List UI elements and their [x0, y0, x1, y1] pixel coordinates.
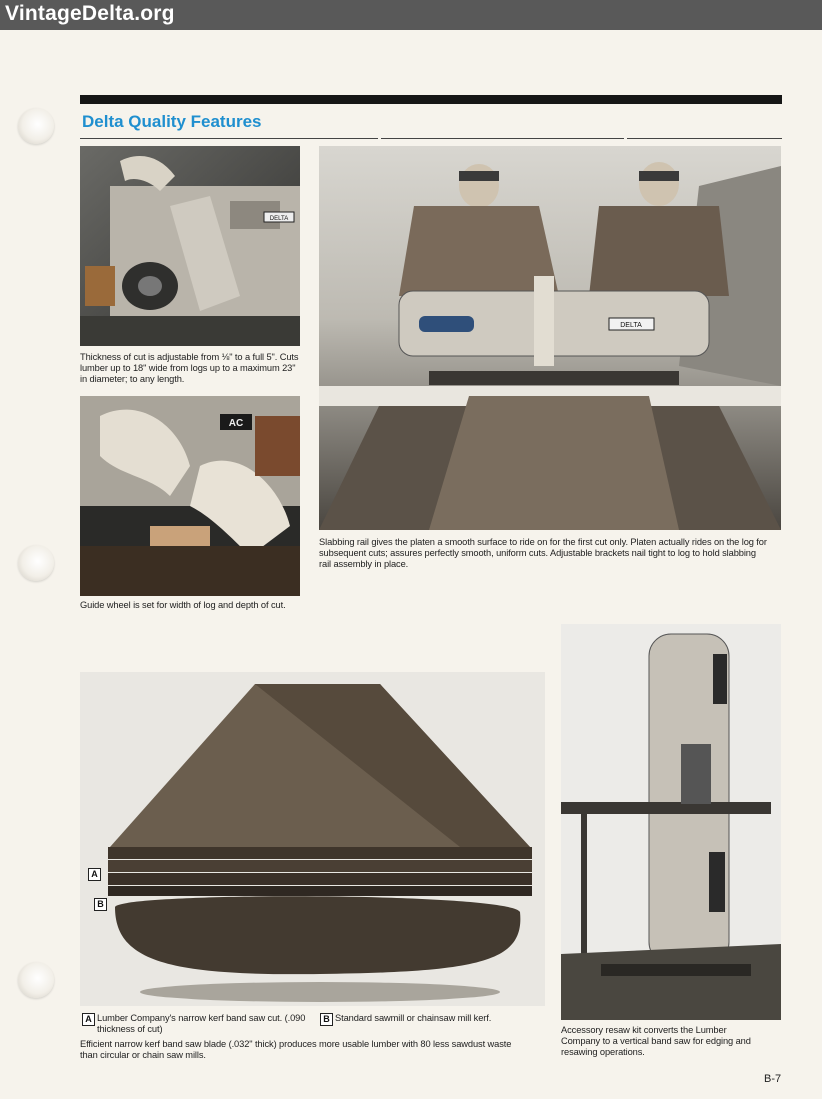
section-heading: Delta Quality Features [82, 112, 262, 131]
heading-rule-2 [381, 138, 624, 139]
resaw-kit-photo [561, 624, 781, 1020]
kerf-b-caption: Standard sawmill or chainsaw mill kerf. [335, 1013, 492, 1023]
label-b-marker: B [94, 898, 107, 911]
caption-label-a: A [82, 1013, 95, 1026]
page-number: B-7 [764, 1073, 782, 1085]
binder-hole-bottom [18, 962, 54, 998]
thickness-caption: Thickness of cut is adjustable from ⅛" to a full 5". Cuts lumber up to 18" wide from logs up to a maximum 23" in diameter; to any length. [80, 352, 299, 384]
guide-wheel-caption: Guide wheel is set for width of log and depth of cut. [80, 600, 286, 610]
delta-plate-text-1: DELTA [269, 216, 289, 222]
resaw-caption: Accessory resaw kit converts the Lumber Company to a vertical band saw for edging and resawing operations. [561, 1025, 751, 1057]
binder-hole-middle [18, 545, 54, 581]
watermark-text: VintageDelta.org [5, 2, 175, 25]
heading-rule-1 [80, 138, 378, 139]
efficient-caption: Efficient narrow kerf band saw blade (.032" thick) produces more usable lumber with 80 less sawdust waste than circular or chain saw mills. [80, 1039, 512, 1060]
header-rule [80, 95, 782, 104]
binder-hole-top [18, 108, 54, 144]
kerf-comparison-photo [80, 672, 545, 1006]
heading-rule-3 [627, 138, 782, 139]
site-watermark-banner [0, 0, 822, 30]
caption-label-b: B [320, 1013, 333, 1026]
guide-wheel-photo [80, 396, 300, 596]
label-a-marker: A [88, 868, 101, 881]
slabbing-caption: Slabbing rail gives the platen a smooth surface to ride on for the first cut only. Platen actually rides on the log for subsequent cuts; assures perfectly smooth, uniform cuts. Adjustable brackets nail tight to log to hold slabbing rail assembly in place. [319, 537, 767, 569]
sawmill-operators-photo [319, 146, 781, 530]
kerf-a-caption: Lumber Company's narrow kerf band saw cut. (.090 thickness of cut) [97, 1013, 306, 1034]
thickness-adjust-photo [80, 146, 300, 346]
delta-plate-text-2: DELTA [620, 322, 642, 329]
ac-plate-text: AC [228, 418, 244, 429]
